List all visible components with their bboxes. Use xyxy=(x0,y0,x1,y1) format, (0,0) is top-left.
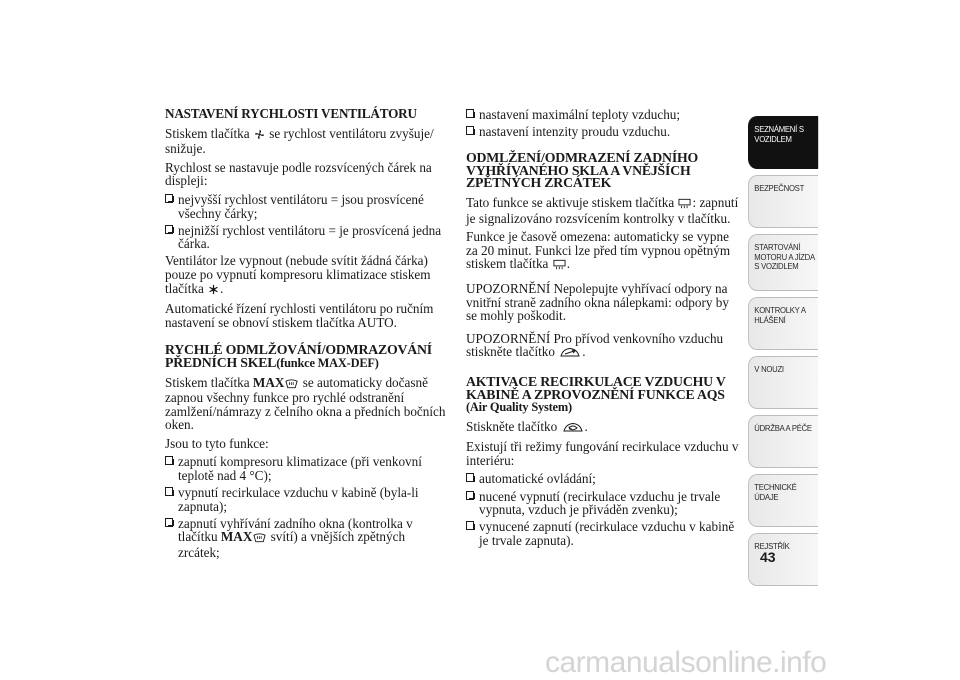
warning2-text-a: UPOZORNĚNÍ Pro přívod venkovního vzduchu stiskněte tlačítko xyxy=(466,330,724,360)
rear-p1-text-b: : zapnutí je signalizováno rozsvícením kontrolky v tlačítku. xyxy=(466,194,739,226)
fan-icon xyxy=(254,129,265,143)
list-item-text: nastavení intenzity proudu vzduchu. xyxy=(479,124,671,140)
max-def-p1-text-b: se automaticky dočasně zapnou všechny funkce pro rychlé odstranění zamlžení/námrazy z čelního okna a předních bočních oken. xyxy=(165,374,446,433)
warning2-text-b: . xyxy=(582,344,586,360)
list-item-text: nastavení maximální teploty vzduchu; xyxy=(479,107,681,122)
fan-p1-text-b: se rychlost ventilátoru zvyšuje/ snižuje. xyxy=(165,125,434,157)
max-def-heading-line1: RYCHLÉ ODMLŽOVÁNÍ/ODMRAZOVÁNÍ xyxy=(165,342,432,358)
rear-defrost-paragraph-1 xyxy=(466,196,742,225)
checkbox-bullet-icon xyxy=(466,473,474,482)
max-def-paragraph-2: Jsou to tyto funkce: xyxy=(165,435,269,451)
aqs-p1-text-a: Stiskněte tlačítko xyxy=(466,418,558,434)
warning-paragraph-2 xyxy=(466,332,742,361)
list-item-text: vypnutí recirkulace vzduchu v kabině (byla-li zapnuta); xyxy=(178,485,419,514)
max-def-paragraph-1 xyxy=(165,376,448,432)
rear-defrost-icon xyxy=(553,259,566,273)
aqs-heading-text: AKTIVACE RECIRKULACE VZDUCHU V KABINĚ A ZPROVOZNĚNÍ FUNKCE AQS xyxy=(466,373,726,402)
checkbox-bullet-icon xyxy=(466,126,474,135)
list-item xyxy=(466,472,742,486)
list-item xyxy=(466,125,742,139)
tab-technicke-udaje[interactable]: TECHNICKÉ ÚDAJE xyxy=(748,474,818,527)
list-item xyxy=(165,517,448,560)
tab-rejstrik[interactable]: REJSTŘÍK xyxy=(748,533,818,586)
list-item xyxy=(165,455,448,482)
max-label: MAX xyxy=(220,529,253,545)
max-def-heading-sub: (funkce MAX-DEF) xyxy=(276,355,379,370)
windshield-defrost-icon xyxy=(285,378,298,392)
list-item-text: nejnižší rychlost ventilátoru = je prosvícená jedna čárka. xyxy=(178,222,442,252)
fan-p1-text-a: Stiskem tlačítka xyxy=(165,125,250,141)
max-label: MAX xyxy=(252,374,285,390)
max-def-heading xyxy=(165,344,448,369)
list-item xyxy=(165,224,448,251)
list-item xyxy=(165,193,448,220)
tab-startovani-motoru[interactable]: STARTOVÁNÍ MOTORU A JÍZDA S VOZIDLEM xyxy=(748,234,818,291)
fan-speed-heading: NASTAVENÍ RYCHLOSTI VENTILÁTORU xyxy=(165,106,417,121)
fan-paragraph-3 xyxy=(165,254,448,297)
list-item-text: nejvyšší rychlost ventilátoru = jsou prosvícené všechny čárky; xyxy=(178,191,424,221)
aqs-heading xyxy=(466,373,742,415)
checkbox-bullet-icon xyxy=(165,487,173,496)
checkbox-bullet-icon xyxy=(165,225,173,234)
rear-defrost-icon xyxy=(678,198,691,212)
page-number: 43 xyxy=(760,549,776,565)
aqs-paragraph-1 xyxy=(466,420,742,436)
fan-paragraph-1 xyxy=(165,127,448,156)
fan-paragraph-2: Rychlost se nastavuje podle rozsvícených čárek na displeji: xyxy=(165,159,432,189)
aqs-paragraph-2: Existují tři režimy fungování recirkulace vzduchu v interiéru: xyxy=(466,439,739,468)
list-item-text-a: zapnutí vyhřívání zadního okna (kontrolka v tlačítku xyxy=(178,515,413,545)
chapter-tabs xyxy=(748,116,818,592)
right-column xyxy=(466,108,742,551)
aqs-heading-sub: (Air Quality System) xyxy=(466,400,572,415)
checkbox-bullet-icon xyxy=(165,456,173,465)
tab-v-nouzi[interactable]: V NOUZI xyxy=(748,356,818,409)
max-def-heading-line2: PŘEDNÍCH SKEL xyxy=(165,354,277,370)
tab-udrzba-a-pece[interactable]: ÚDRŽBA A PÉČE xyxy=(748,415,818,468)
list-item-text: vynucené zapnutí (recirkulace vzduchu v kabině je trvale zapnuta). xyxy=(479,519,735,548)
tab-bezpecnost[interactable]: BEZPEČNOST xyxy=(748,175,818,228)
tab-kontrolky-a-hlaseni[interactable]: KONTROLKY A HLÁŠENÍ xyxy=(748,297,818,350)
fan-paragraph-4: Automatické řízení rychlosti ventilátoru po ručním nastavení se obnoví stiskem tlačítka AUTO. xyxy=(165,301,434,330)
list-item xyxy=(165,486,448,513)
outside-air-icon xyxy=(559,347,581,361)
list-item-text: nucené vypnutí (recirkulace vzduchu je trvale vypnuta, vzduch je přiváděn zvenku); xyxy=(479,488,721,518)
rear-defrost-heading: ODMLŽENÍ/ODMRAZENÍ ZADNÍHO VYHŘÍVANÉHO SKLA A VNĚJŠÍCH ZPĚTNÝCH ZRCÁTEK xyxy=(466,150,699,191)
list-item-text-b: svítí) a vnějších zpětných zrcátek; xyxy=(178,529,406,561)
checkbox-bullet-icon xyxy=(466,491,474,500)
list-item xyxy=(466,520,742,547)
rear-defrost-paragraph-2 xyxy=(466,230,742,273)
fan-p3-text-a: Ventilátor lze vypnout (nebude svítit žádná čárka) pouze po vypnutí kompresoru klimatizace stiskem tlačítka xyxy=(165,253,431,296)
fan-p3-text-b: . xyxy=(220,280,224,296)
checkbox-bullet-icon xyxy=(165,194,173,203)
checkbox-bullet-icon xyxy=(466,521,474,530)
rear-p2-text-a: Funkce je časově omezena: automaticky se vypne za 20 minut. Funkci lze před tím vypnou opětným stiskem tlačítka xyxy=(466,229,731,272)
list-item-text: zapnutí kompresoru klimatizace (při venkovní teplotě nad 4 °C); xyxy=(178,454,422,484)
checkbox-bullet-icon xyxy=(165,518,173,527)
checkbox-bullet-icon xyxy=(466,109,474,118)
left-column xyxy=(165,108,448,563)
rear-p2-text-b: . xyxy=(566,256,570,272)
list-item xyxy=(466,490,742,517)
max-def-p1-text-a: Stiskem tlačítka xyxy=(165,374,250,390)
recirculation-icon xyxy=(562,422,584,436)
tab-seznameni-s-vozidlem[interactable]: SEZNÁMENÍ S VOZIDLEM xyxy=(748,116,818,169)
warning-paragraph-1: UPOZORNĚNÍ Nepolepujte vyhřívací odpory na vnitřní straně zadního okna nálepkami: odpory by se mohly poškodit. xyxy=(466,280,729,324)
list-item-text: automatické ovládání; xyxy=(479,471,596,487)
aqs-p1-text-b: . xyxy=(584,418,588,434)
ac-compressor-icon xyxy=(208,284,219,298)
rear-p1-text-a: Tato funkce se aktivuje stiskem tlačítka xyxy=(466,194,675,210)
watermark: carmanualsonline.info xyxy=(545,646,827,679)
list-item xyxy=(466,108,742,122)
windshield-defrost-icon xyxy=(253,532,266,546)
